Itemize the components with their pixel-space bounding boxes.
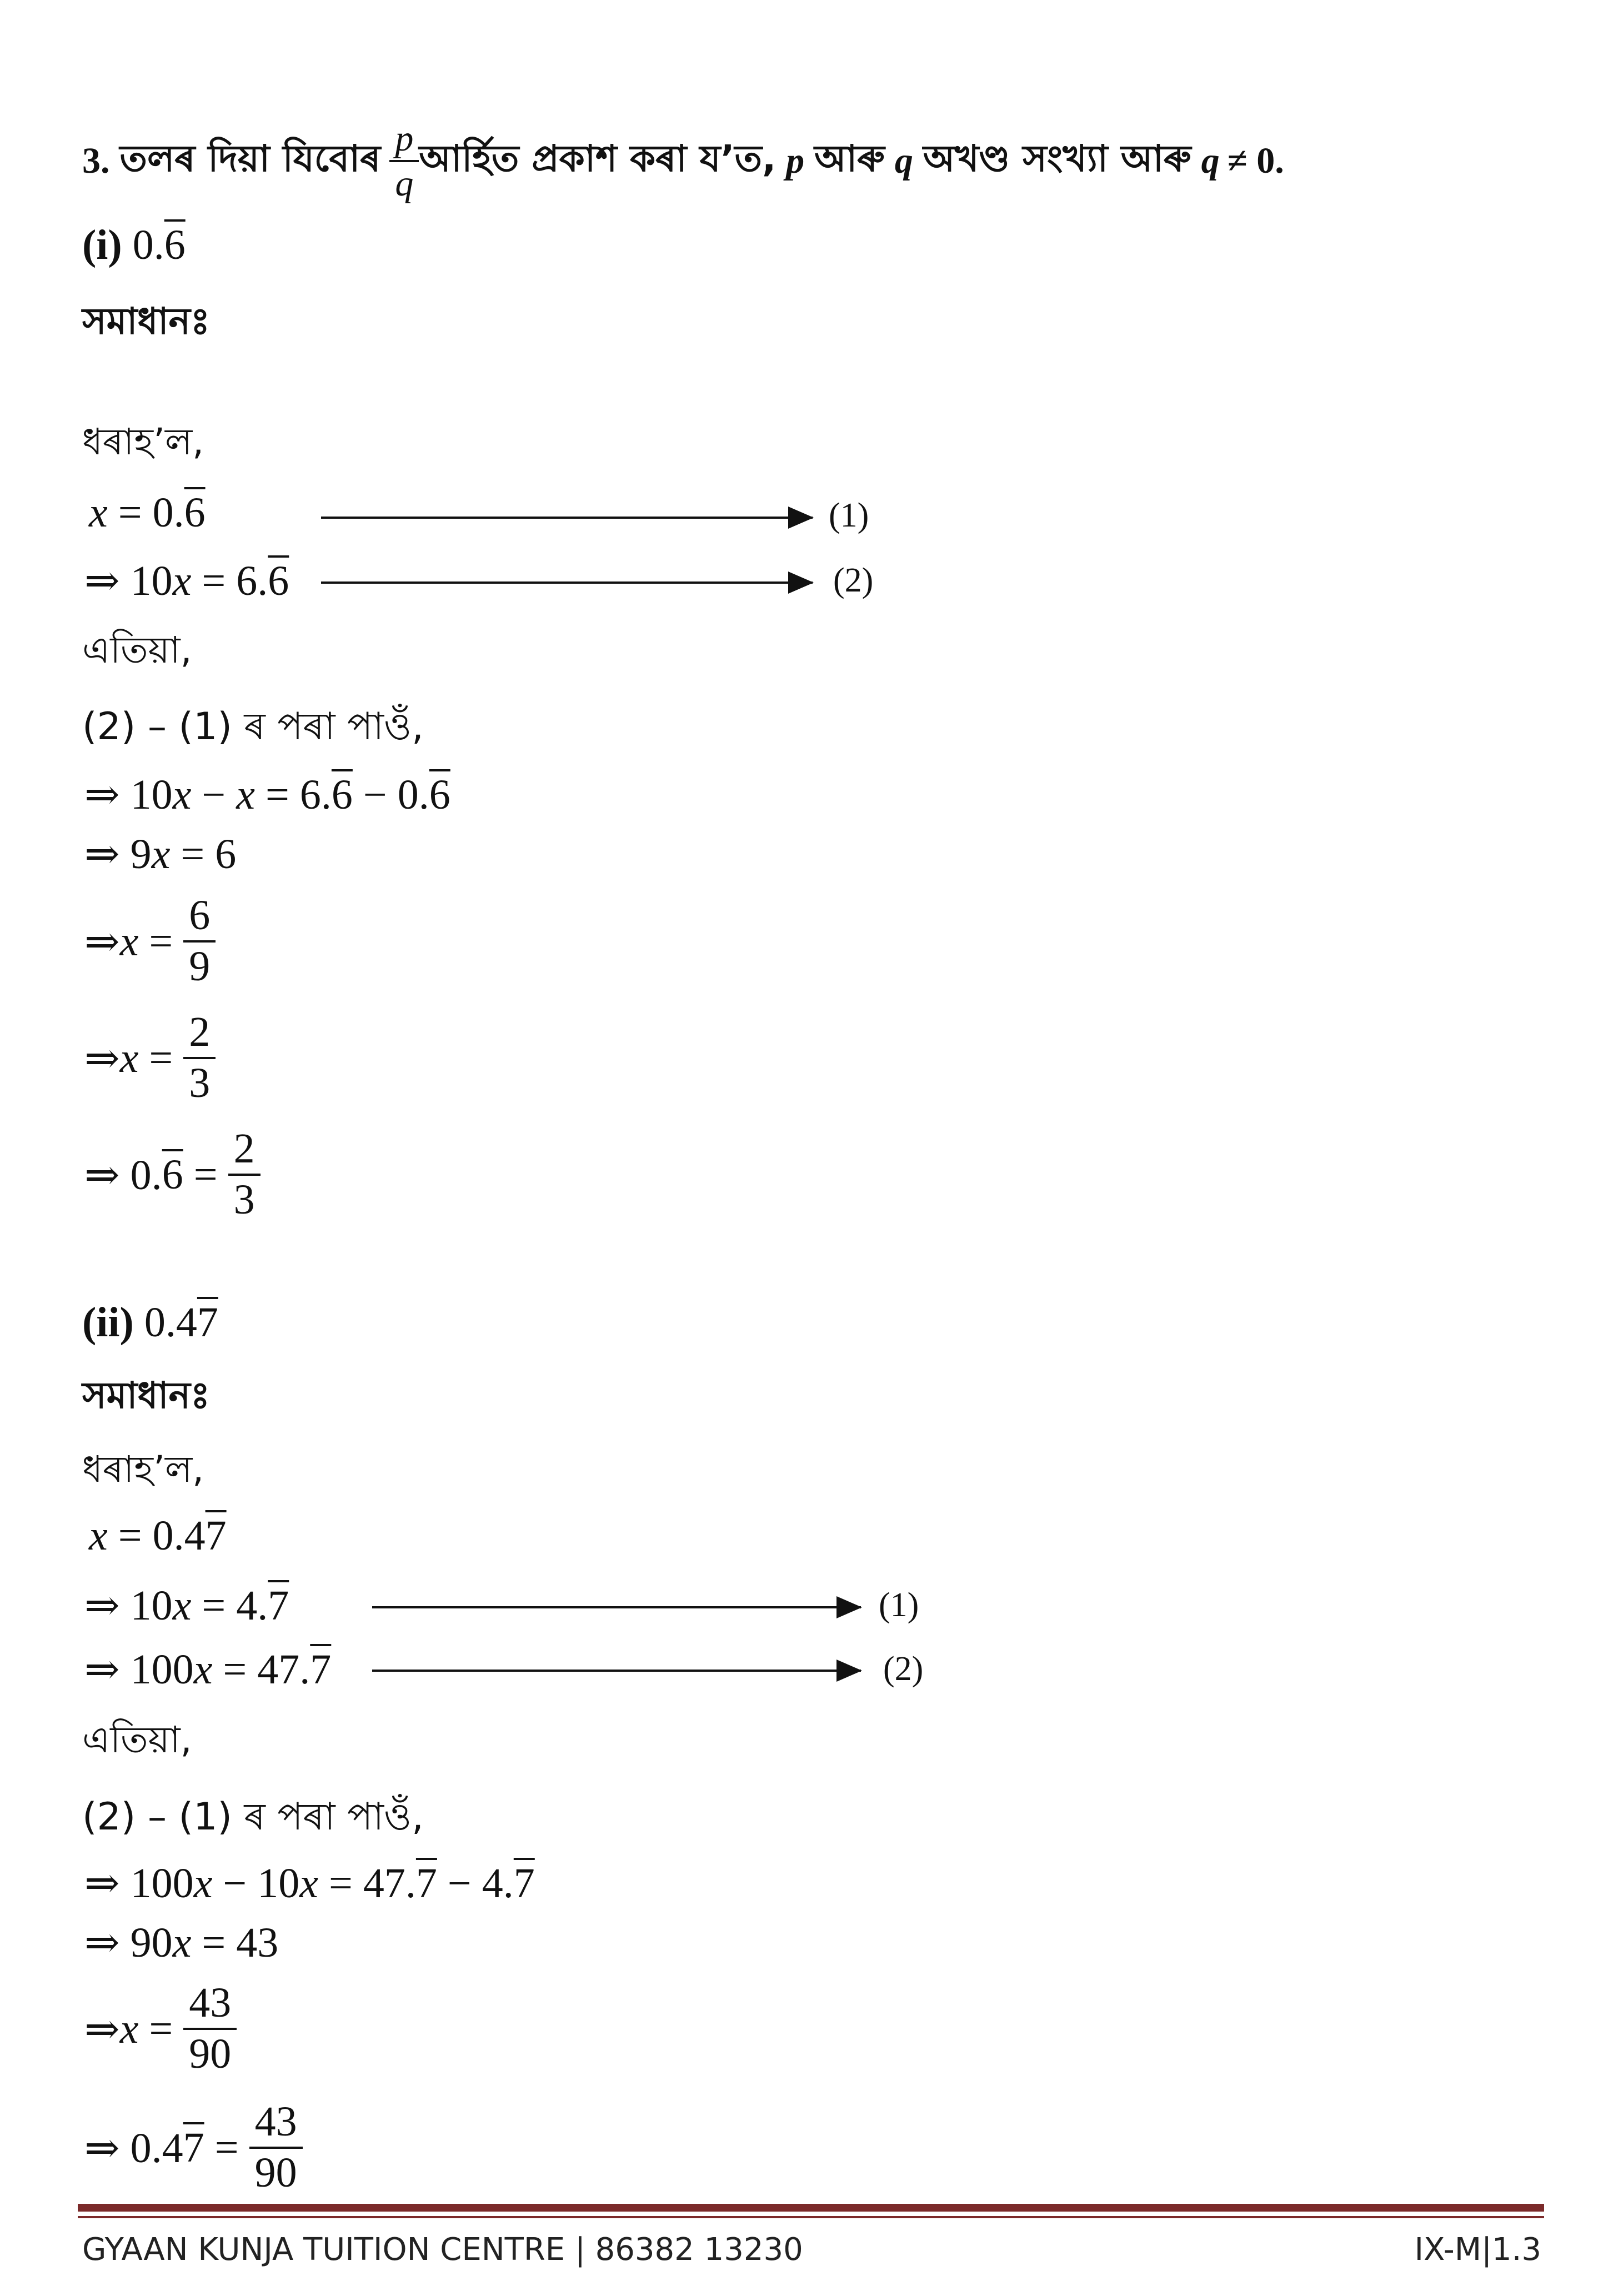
p-over-q-fraction [389, 119, 419, 203]
part-i-arrow-1 [321, 517, 813, 519]
part-i-solution-label: সমাধানঃ [82, 300, 211, 343]
part-i-now-label: এতিয়া, [82, 629, 192, 671]
part-i-tag-2: (2) [833, 562, 874, 599]
part-ii-number: 0.47 [144, 1299, 218, 1346]
nonzero-condition: ≠ 0. [1227, 141, 1284, 181]
part-ii-eq2: ⇒ 100x = 47.7 [84, 1646, 332, 1693]
var-p: p [786, 141, 805, 181]
footer-left: GYAAN KUNJA TUITION CENTRE | 86382 13230 [82, 2232, 803, 2268]
fraction: $\frac{43}{90}$ [183, 1981, 237, 2077]
part-ii-label: (ii) [82, 1299, 134, 1346]
part-ii-arrow-1 [372, 1606, 861, 1608]
part-ii-heading [82, 1299, 218, 1347]
part-ii-solution-label: সমাধানঃ [82, 1374, 211, 1417]
question-heading [82, 114, 1284, 208]
part-ii-step1: ⇒ 100x − 10x = 47.7 − 4.7 [84, 1860, 535, 1907]
footer-rule-thick [78, 2204, 1544, 2212]
part-i-tag-1: (1) [829, 497, 869, 534]
fraction-numerator: p [389, 119, 419, 162]
var-q-second: q [1201, 141, 1220, 181]
footer-right: IX-M|1.3 [1414, 2232, 1541, 2268]
question-number: 3. [82, 141, 110, 181]
part-i-step5: ⇒ 0. 6 = $\frac{2}{3}$ [84, 1122, 261, 1227]
part-i-step1: ⇒ 10x − x = 6.6 − 0.6 [84, 771, 450, 818]
fraction: $\frac{43}{90}$ [249, 2100, 303, 2195]
integers-text: অখণ্ড সংখ্যা আৰু [923, 137, 1191, 180]
fraction-denominator: q [395, 163, 414, 204]
part-ii-eq1: ⇒ 10x = 4.7 [84, 1582, 289, 1629]
part-ii-tag-2: (2) [883, 1650, 924, 1688]
part-ii-arrow-2 [372, 1670, 861, 1672]
part-i-let-label: ধৰাহ’ল, [82, 420, 204, 463]
part-ii-let-label: ধৰাহ’ল, [82, 1448, 204, 1491]
part-ii-step2: ⇒ 90x = 43 [84, 1919, 279, 1966]
part-ii-step3: ⇒ x = $\frac{43}{90}$ [84, 1976, 237, 2082]
fraction: $\frac{6}{9}$ [183, 894, 216, 989]
part-ii-tag-1: (1) [879, 1586, 919, 1624]
question-text-after: আৰ্হিত প্ৰকাশ কৰা য’ত, [419, 137, 777, 180]
part-i-arrow-2 [321, 581, 813, 584]
part-ii-subtract-text: (2) – (1) ৰ পৰা পাওঁ, [82, 1795, 424, 1839]
part-i-heading [82, 221, 186, 269]
part-ii-eq0: x = 0.47 [89, 1512, 227, 1559]
part-i-subtract-text: (2) – (1) ৰ পৰা পাওঁ, [82, 705, 424, 749]
part-i-step3: ⇒ x = $\frac{6}{9}$ [84, 889, 216, 994]
footer-rule-thin [78, 2216, 1544, 2218]
part-i-eq2: ⇒ 10x = 6.6 [84, 558, 289, 604]
part-ii-now-label: এতিয়া, [82, 1718, 192, 1761]
fraction: $\frac{2}{3}$ [183, 1010, 216, 1106]
part-i-step2: ⇒ 9x = 6 [84, 831, 237, 878]
part-i-eq1: x = 0.6 [89, 489, 206, 536]
question-text-before: তলৰ দিয়া যিবোৰ [119, 137, 381, 180]
part-i-label: (i) [82, 222, 122, 268]
fraction: $\frac{2}{3}$ [228, 1127, 261, 1222]
and-word: আৰু [814, 137, 885, 180]
part-ii-step4: ⇒ 0.4 7 = $\frac{43}{90}$ [84, 2095, 303, 2200]
var-q: q [894, 141, 913, 181]
part-i-step4: ⇒ x = $\frac{2}{3}$ [84, 1005, 216, 1111]
part-i-number: 0.6 [132, 222, 186, 268]
